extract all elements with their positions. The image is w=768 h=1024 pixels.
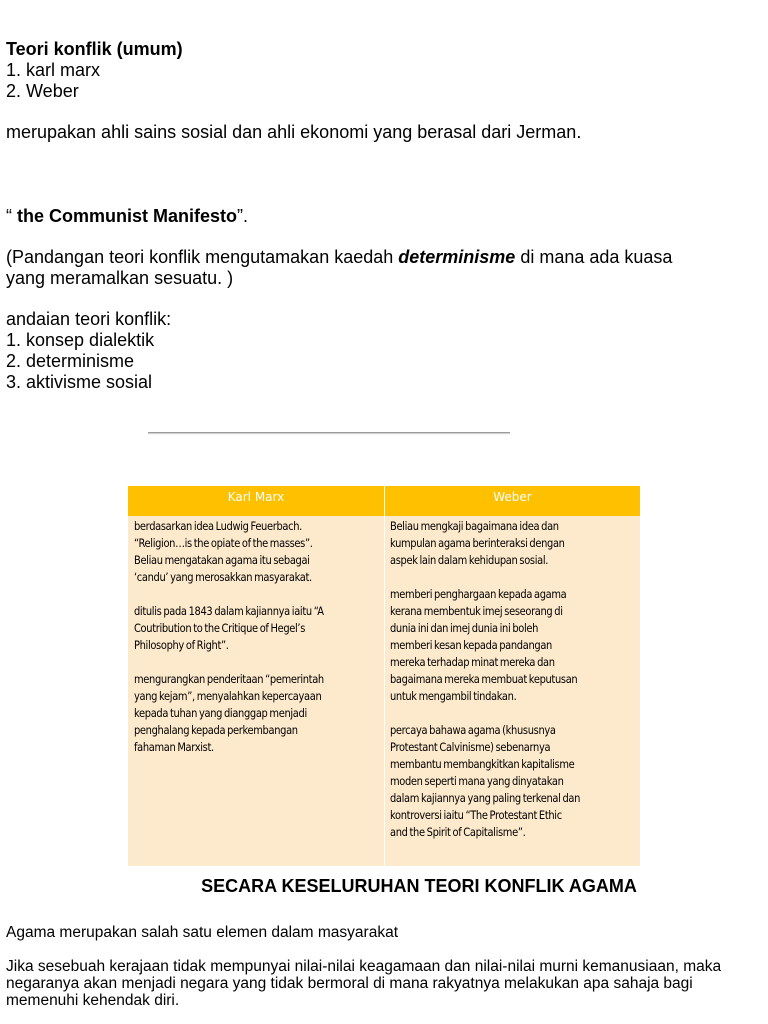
manifesto-line [6,206,248,227]
cell-line: mereka terhadap minat mereka dan [390,655,555,669]
cell-line: Beliau mengatakan agama itu sebagai [134,553,310,567]
cell-line: moden seperti mana yang dinyatakan [390,774,564,788]
summary-paragraph-2-line: memenuhi kehendak diri. [6,992,180,1009]
cell-paragraph [390,586,634,705]
table-header-weber: Weber [385,486,640,516]
determinism-note-before: (Pandangan teori konflik mengutamakan kaedah [6,247,399,267]
cell-paragraph [134,603,378,654]
determinism-note-line1 [6,247,672,268]
cell-line: bagaimana mereka membuat keputusan [390,672,578,686]
determinism-note-after: di mana ada kuasa [515,247,673,267]
summary-paragraph-1: Agama merupakan salah satu elemen dalam masyarakat [6,924,399,941]
assumption-item: 1. konsep dialektik [6,330,155,350]
cell-line: ditulis pada 1843 dalam kajiannya iaitu “A [134,604,324,618]
cell-line: kepada tuhan yang dianggap menjadi [134,706,307,720]
cell-line: percaya bahawa agama (khususnya [390,723,556,737]
manifesto-open-quote: “ [6,206,17,226]
manifesto-title: the Communist Manifesto [17,206,238,226]
cell-line: Coutribution to the Critique of Hegel’s [134,621,306,635]
heading: Teori konflik (umum) [6,39,183,59]
cell-paragraph [390,722,634,841]
cell-line: Protestant Calvinisme) sebenarnya [390,740,551,754]
table-cell-karl-marx [134,518,378,773]
theorist-item: 1. karl marx [6,60,101,80]
summary-heading: SECARA KESELURUHAN TEORI KONFLIK AGAMA [201,876,637,896]
column-separator [384,486,385,866]
cell-line: berdasarkan idea Ludwig Feuerbach. [134,519,302,533]
cell-line: dalam kajiannya yang paling terkenal dan [390,791,581,805]
cell-line: yang kejam”, menyalahkan kepercayaan [134,689,322,703]
cell-line: memberi penghargaan kepada agama [390,587,567,601]
cell-line: untuk mengambil tindakan. [390,689,517,703]
assumptions-label: andaian teori konflik: [6,309,172,329]
assumption-item: 2. determinisme [6,351,135,371]
cell-line: kontroversi iaitu “The Protestant Ethic [390,808,562,822]
cell-line: Philosophy of Right”. [134,638,229,652]
cell-paragraph [134,518,378,586]
determinism-emphasis: determinisme [398,247,516,267]
manifesto-close-quote: ”. [237,206,249,226]
comparison-table [128,486,640,866]
cell-line: and the Spirit of Capitalisme”. [390,825,526,839]
cell-line: ‘candu’ yang merosakkan masyarakat. [134,570,312,584]
description: merupakan ahli sains sosial dan ahli ekonomi yang berasal dari Jerman. [6,122,582,142]
summary-paragraph-2-line: negaranya akan menjadi negara yang tidak bermoral di mana rakyatnya melakukan apa sahaja bagi [6,975,693,992]
cell-line: aspek lain dalam kehidupan sosial. [390,553,549,567]
table-cell-weber [390,518,634,858]
cell-line: fahaman Marxist. [134,740,214,754]
cell-line: dunia ini dan imej dunia ini boleh [390,621,539,635]
cell-line: memberi kesan kepada pandangan [390,638,552,652]
summary-paragraph-2-line: Jika sesebuah kerajaan tidak mempunyai nilai-nilai keagamaan dan nilai-nilai murni kemanusiaan, maka [6,958,722,975]
horizontal-divider [148,432,510,433]
cell-line: mengurangkan penderitaan “pemerintah [134,672,324,686]
cell-line: membantu membangkitkan kapitalisme [390,757,575,771]
determinism-note-line2: yang meramalkan sesuatu. ) [6,268,234,288]
cell-paragraph [134,671,378,756]
cell-line: penghalang kepada perkembangan [134,723,298,737]
cell-line: Beliau mengkaji bagaimana idea dan [390,519,559,533]
cell-line: kerana membentuk imej seseorang di [390,604,563,618]
theorist-item: 2. Weber [6,81,79,101]
cell-line: kumpulan agama berinteraksi dengan [390,536,565,550]
cell-line: “Religion…is the opiate of the masses”. [134,536,313,550]
table-header-karl-marx: Karl Marx [128,486,384,516]
assumption-item: 3. aktivisme sosial [6,372,153,392]
cell-paragraph [390,518,634,569]
